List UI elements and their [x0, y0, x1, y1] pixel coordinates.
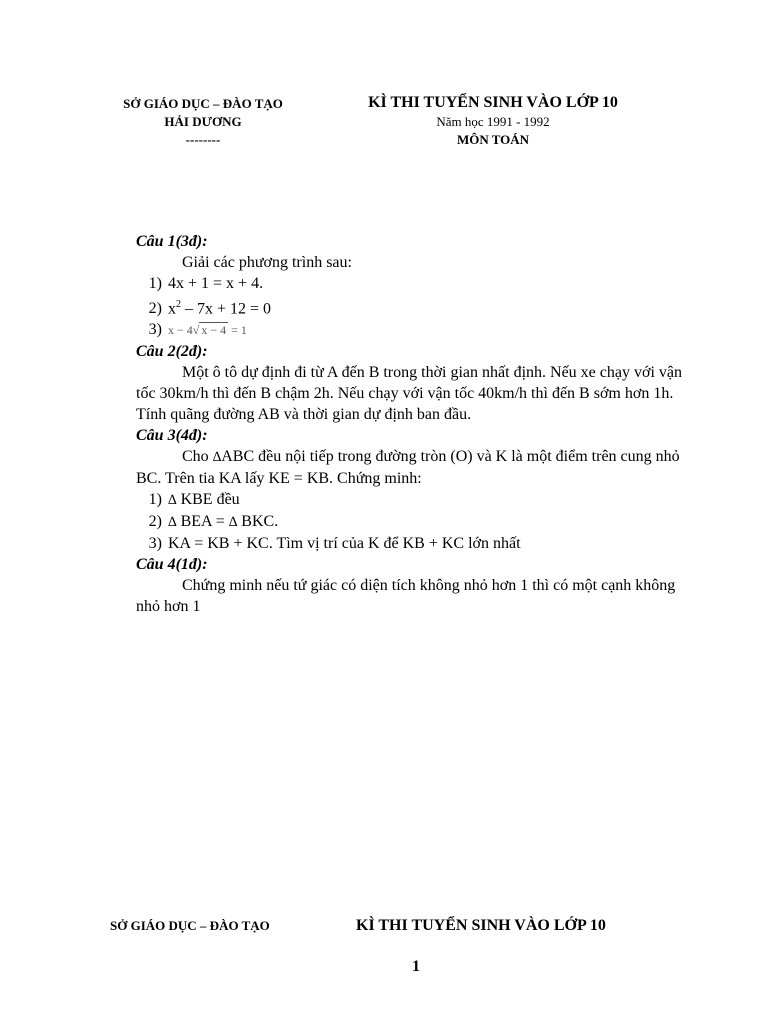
triangle-icon: ∆ [168, 493, 177, 509]
footer-department: SỞ GIÁO DỤC – ĐÀO TẠO [110, 918, 270, 933]
triangle-icon: ∆ [212, 450, 222, 466]
q3-item-text: KA = KB + KC. Tìm vị trí của K để KB + KC lớn nhất [168, 535, 521, 553]
sqrt-radicand: x − 4 [201, 323, 227, 338]
header-right [343, 93, 643, 149]
q4-text: Chứng minh nếu tứ giác có diện tích không nhỏ hơn 1 thì có một cạnh không nhỏ hơn 1 [136, 577, 676, 616]
q1-item-3 [136, 319, 696, 341]
q3-intro-lead: Cho [182, 448, 213, 466]
q3-item-2 [136, 511, 696, 533]
q2-title: Câu 2(2đ): [136, 343, 208, 361]
q3-item-text-b: BKC. [241, 513, 279, 531]
subject: MÔN TOÁN [456, 132, 530, 147]
q3-item-1 [136, 489, 696, 511]
q3-item-number: 2) [148, 513, 162, 531]
q3-item-text: KBE đều [180, 491, 240, 509]
q1-item-number: 3) [148, 321, 162, 339]
footer-exam-title: KÌ THI TUYỂN SINH VÀO LỚP 10 [356, 917, 606, 934]
equation-exponent: 2 [176, 299, 181, 310]
q4-title: Câu 4(1đ): [136, 556, 208, 574]
triangle-icon: ∆ [168, 515, 177, 531]
q3-item-text-a: BEA = [180, 513, 229, 531]
department-name: SỞ GIÁO DỤC – ĐÀO TẠO [123, 96, 283, 111]
q3-intro [136, 446, 696, 489]
sqrt-equation [168, 322, 247, 337]
q3-title: Câu 3(4đ): [136, 427, 208, 445]
page-number: 1 [412, 958, 420, 975]
q1-item-1 [136, 273, 696, 294]
q1-item-number: 1) [148, 275, 162, 292]
triangle-icon: ∆ [228, 515, 238, 531]
q3-item-number: 1) [148, 491, 162, 509]
q1-title: Câu 1(3đ): [136, 233, 208, 250]
q3-item-number: 3) [148, 535, 162, 553]
equation-x: x [168, 300, 176, 318]
q3-intro-body: ABC đều nội tiếp trong đường tròn (O) và K là một điểm trên cung nhỏ BC. Trên tia KA lấy KE = KB. Chứng minh: [136, 448, 680, 488]
equation-rest: – 7x + 12 = 0 [181, 300, 272, 318]
province-name: HẢI DƯƠNG [164, 114, 242, 129]
q1-item-2 [136, 294, 696, 319]
header-left [103, 95, 303, 149]
q3-item-3 [136, 533, 696, 554]
q1-intro: Giải các phương trình sau: [182, 254, 352, 271]
q1-item-number: 2) [148, 300, 162, 318]
school-year: Năm học 1991 - 1992 [436, 114, 550, 129]
q2-text: Một ô tô dự định đi từ A đến B trong thời gian nhất định. Nếu xe chạy với vận tốc 30km/h thì đến B chậm 2h. Nếu chạy với vận tốc 40km/h thì đến B sớm hơn 1h. Tính quãng đường AB và thời gian dự định ban đầu. [136, 364, 682, 424]
header-dashes: -------- [185, 132, 221, 147]
exam-content [136, 231, 696, 617]
sqrt-sign-icon: √ [192, 323, 200, 338]
q1-item-text: 4x + 1 = x + 4. [168, 275, 264, 292]
exam-title: KÌ THI TUYỂN SINH VÀO LỚP 10 [368, 94, 618, 111]
sqrt-equation-left: x − 4 [168, 323, 193, 338]
sqrt-equation-right: = 1 [228, 323, 247, 338]
